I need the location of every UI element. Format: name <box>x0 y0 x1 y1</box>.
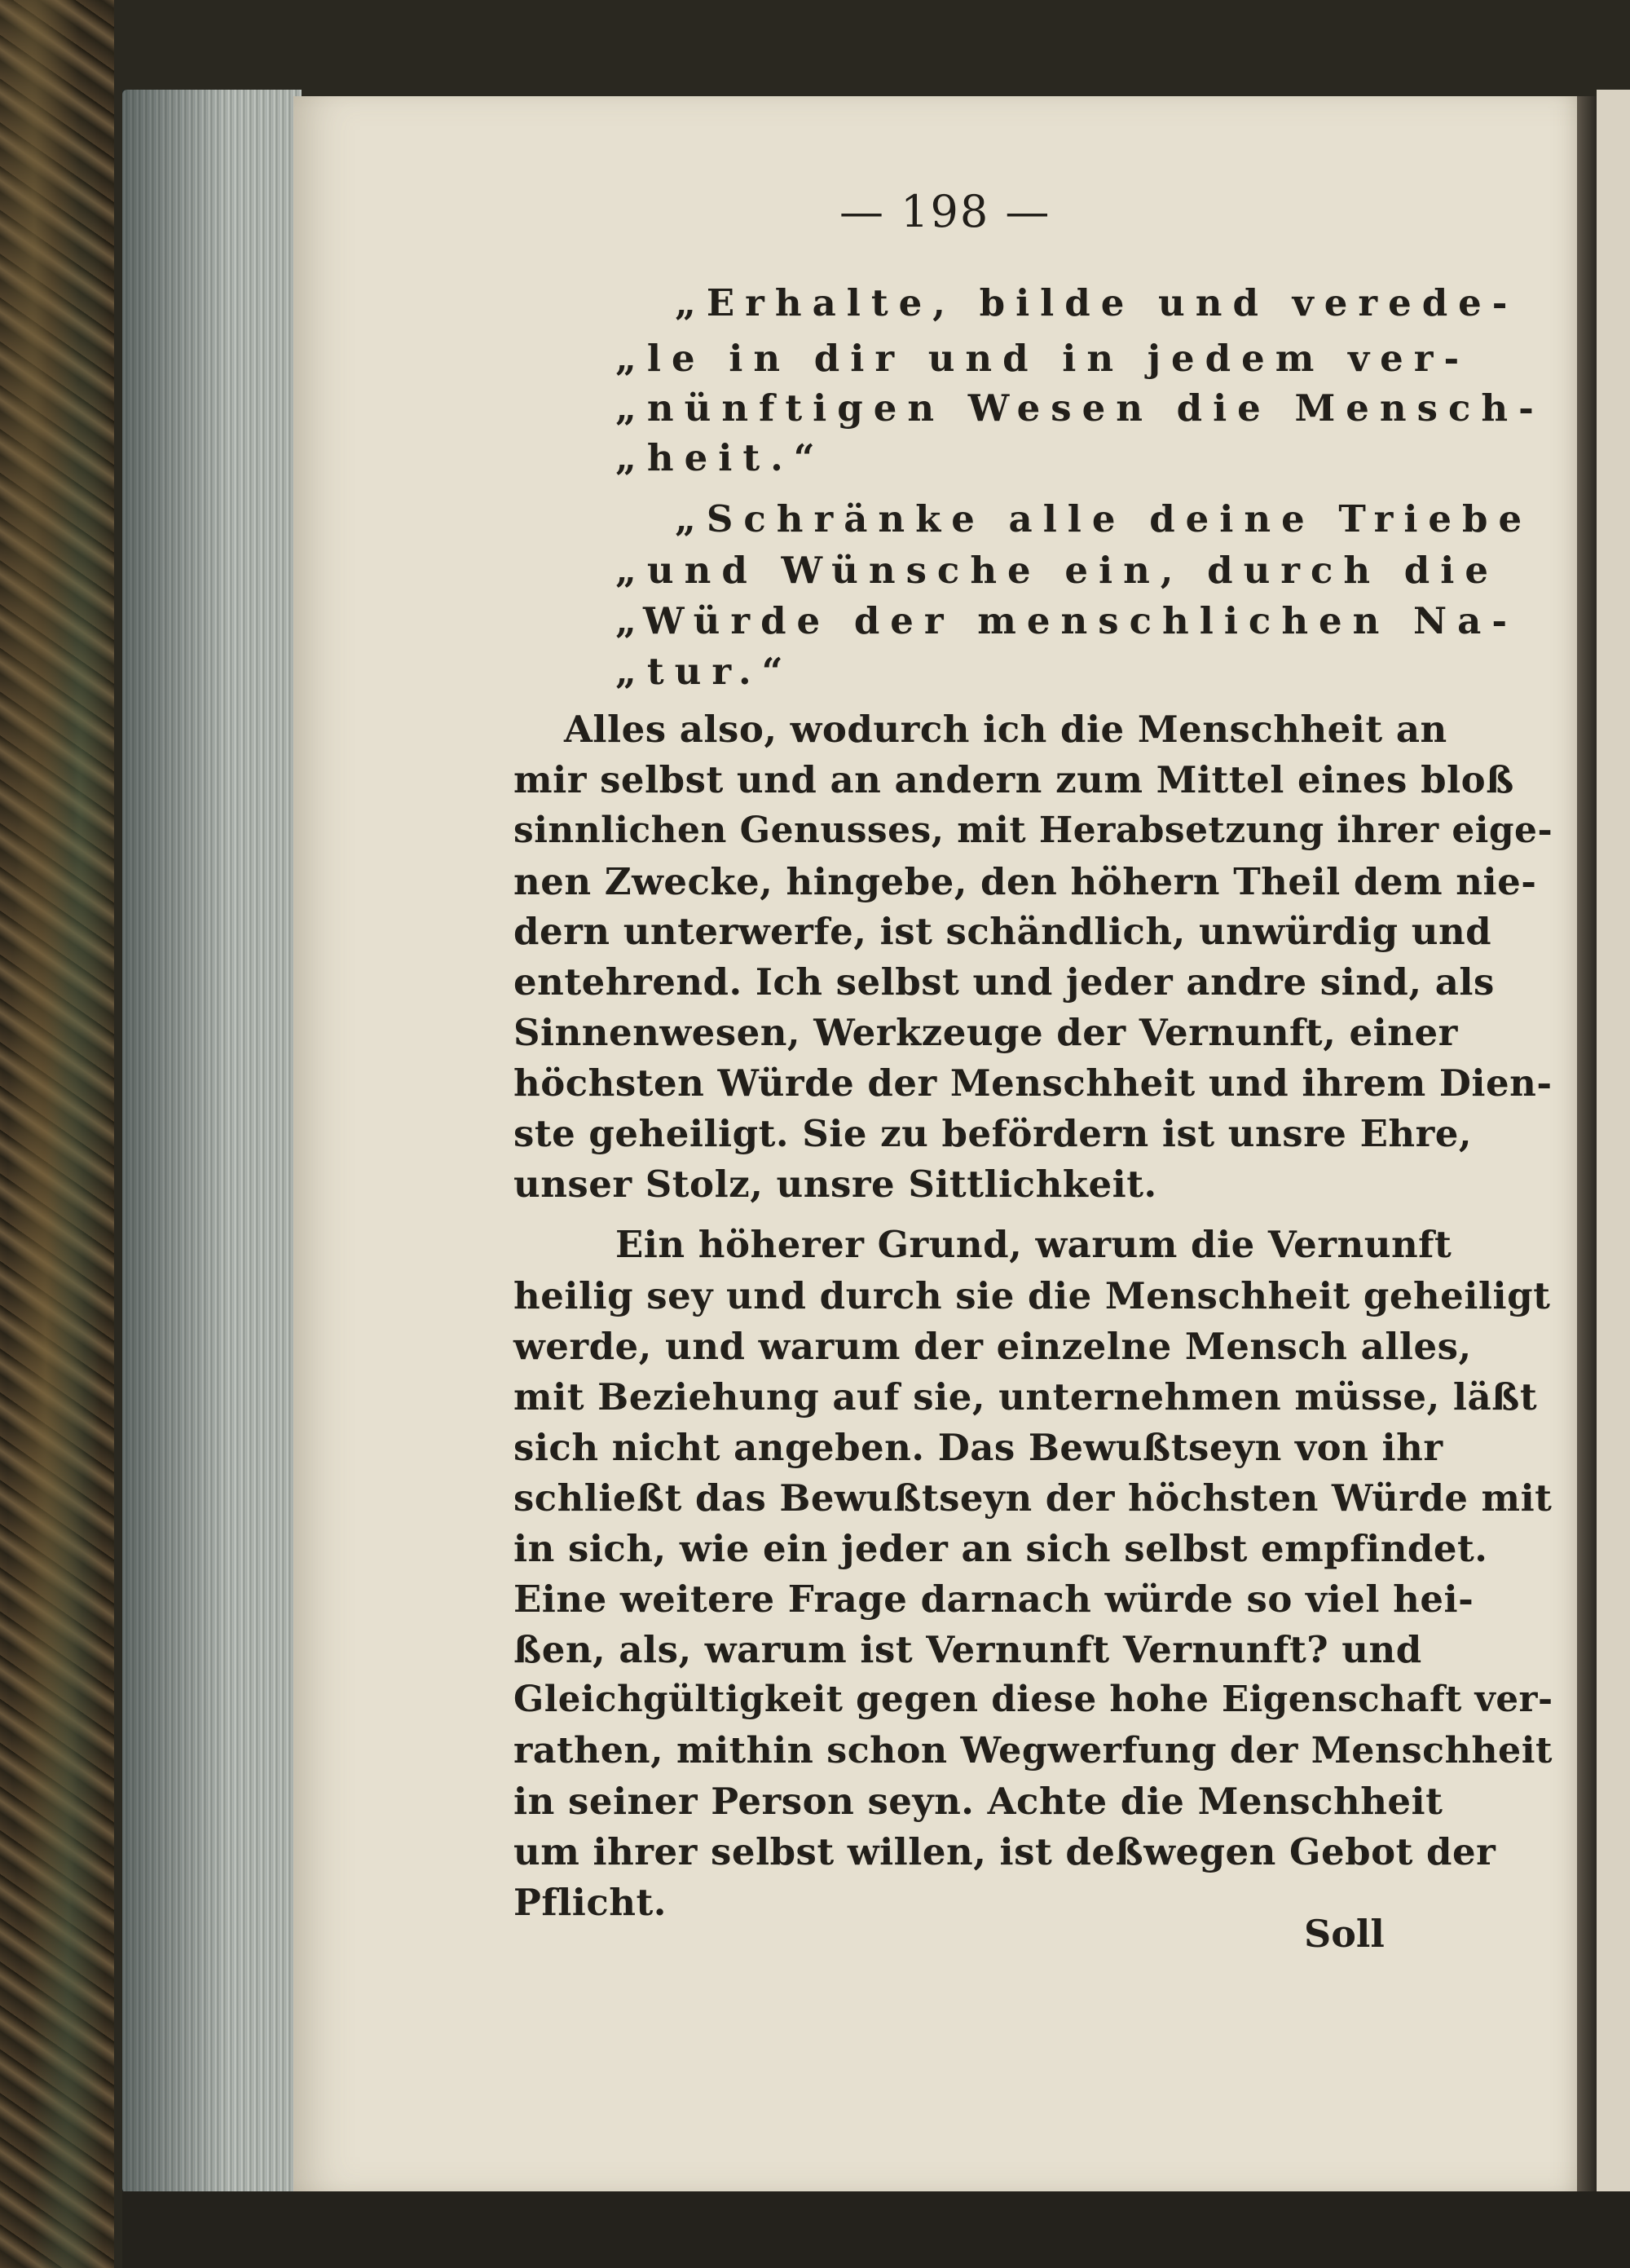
marbled-cover-pattern <box>0 0 114 2268</box>
quote-2-line-3: „Würde der menschlichen Na- <box>615 599 1518 642</box>
paragraph-2-line-6: schließt das Bewußtseyn der höchsten Würde mit <box>513 1476 1553 1520</box>
paragraph-2-line-8: Eine weitere Frage darnach würde so viel hei- <box>513 1577 1474 1621</box>
paragraph-1-line-10: unser Stolz, unsre Sittlichkeit. <box>513 1163 1157 1206</box>
paragraph-1-line-3: sinnlichen Genusses, mit Herabsetzung ihrer eige- <box>513 810 1553 851</box>
paragraph-2-line-12: in seiner Person seyn. Achte die Menschheit <box>513 1780 1443 1823</box>
quote-2-line-1: „Schränke alle deine Triebe <box>675 497 1533 541</box>
paragraph-2-line-5: sich nicht angeben. Das Bewußtseyn von ihr <box>513 1426 1443 1469</box>
page-number: — 198 — <box>839 186 1051 237</box>
paragraph-2-line-3: werde, und warum der einzelne Mensch alles, <box>513 1325 1472 1368</box>
quote-1-line-2: „le in dir und in jedem ver- <box>615 337 1470 380</box>
paragraph-2-line-11: rathen, mithin schon Wegwerfung der Menschheit <box>513 1729 1553 1772</box>
paragraph-1-line-7: Sinnenwesen, Werkzeuge der Vernunft, einer <box>513 1011 1458 1054</box>
paragraph-1-line-5: dern unterwerfe, ist schändlich, unwürdig und <box>513 910 1492 953</box>
quote-2-line-4: „tur.“ <box>615 650 794 693</box>
paragraph-1-line-9: ste geheiligt. Sie zu befördern ist unsre Ehre, <box>513 1112 1473 1155</box>
paragraph-2-line-4: mit Beziehung auf sie, unternehmen müsse, läßt <box>513 1375 1538 1419</box>
paragraph-1-line-2: mir selbst und an andern zum Mittel eines bloß <box>513 758 1514 801</box>
paragraph-2-line-10: Gleichgültigkeit gegen diese hohe Eigenschaft ver- <box>513 1679 1553 1720</box>
quote-1-line-1: „Erhalte, bilde und verede- <box>675 281 1518 324</box>
paragraph-1-line-8: höchsten Würde der Menschheit und ihrem Dien- <box>513 1061 1553 1105</box>
paragraph-2-line-2: heilig sey und durch sie die Menschheit geheiligt <box>513 1274 1551 1317</box>
paragraph-2-line-7: in sich, wie ein jeder an sich selbst empfindet. <box>513 1527 1488 1570</box>
paragraph-1-line-1: Alles also, wodurch ich die Menschheit an <box>564 708 1447 751</box>
catchword: Soll <box>1304 1912 1385 1956</box>
page-edges-shadow <box>122 90 302 2193</box>
paragraph-2-line-13: um ihrer selbst willen, ist deßwegen Gebot der <box>513 1830 1496 1873</box>
facing-page-edge <box>1597 90 1630 2193</box>
quote-2-line-2: „und Wünsche ein, durch die <box>615 549 1499 592</box>
quote-1-line-4: „heit.“ <box>615 436 826 479</box>
book-gutter <box>1577 96 1597 2191</box>
bottom-shadow <box>122 2191 1630 2268</box>
paragraph-1-line-4: nen Zwecke, hingebe, den höhern Theil dem nie- <box>513 860 1537 903</box>
paragraph-1-line-6: entehrend. Ich selbst und jeder andre sind, als <box>513 960 1495 1004</box>
paragraph-2-line-14: Pflicht. <box>513 1881 667 1924</box>
quote-1-line-3: „nünftigen Wesen die Mensch- <box>615 386 1544 430</box>
paragraph-2-line-9: ßen, als, warum ist Vernunft Vernunft? und <box>513 1628 1422 1671</box>
paragraph-2-line-1: Ein höherer Grund, warum die Vernunft <box>615 1223 1452 1266</box>
